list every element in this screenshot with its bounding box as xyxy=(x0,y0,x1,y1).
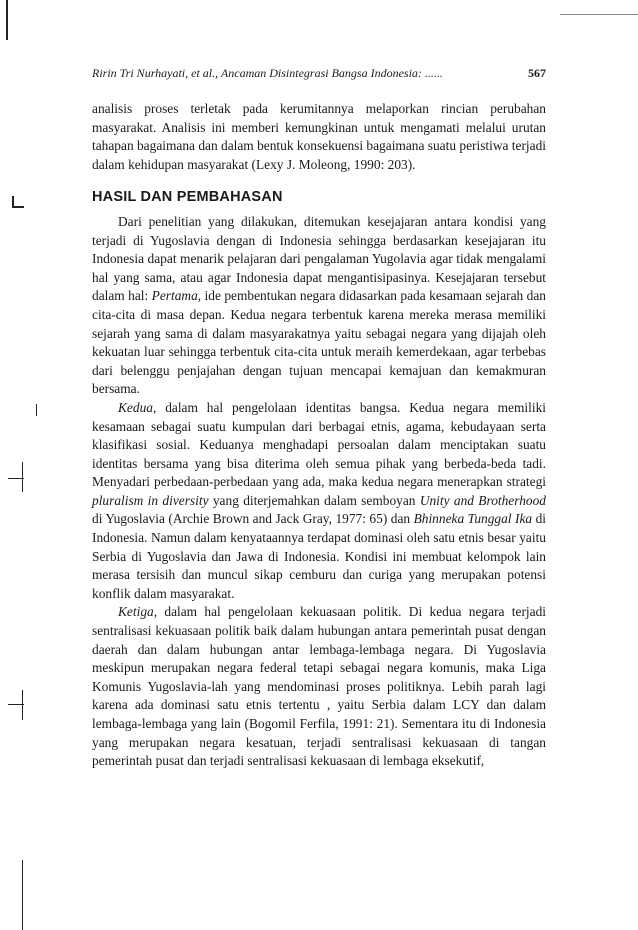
running-header xyxy=(92,66,546,81)
emphasis-run: pluralism in diversity xyxy=(92,492,209,508)
text-run: di Yugoslavia (Archie Brown and Jack Gray, 1977: 65) dan xyxy=(92,511,414,527)
paragraph-second xyxy=(92,399,546,604)
scan-mark-left-6 xyxy=(22,690,23,720)
text-run: ide pembentukan negara didasarkan pada kesamaan sejarah dan cita-cita di masa depan. Kedua negara terbentuk karena mereka merasa memiliki sejarah yang sama di dalam masyarakatnya yaitu sebagai negara yang dijajah oleh kekuatan luar sehingga terbentuk cita-cita untuk meraih kemerdekaan, agar terbebas dari belenggu penjajahan dengan tujuan mencapai kemajuan dan kemakmuran bersama. xyxy=(92,288,547,397)
article-body xyxy=(92,100,546,771)
scan-mark-top-right xyxy=(560,14,638,15)
text-run: di Indonesia. Namun dalam kenyataannya terdapat dominasi oleh satu etnis besar yaitu Serbia di Yugoslavia dan Jawa di Indonesia. Kondisi ini membuat kelompok lain merasa tersisih dan muncul sikap cemburu dan curiga yang merupakan potensi konflik dalam masyarakat. xyxy=(92,511,546,601)
emphasis-run: Bhinneka Tunggal Ika xyxy=(413,511,533,527)
scan-mark-left-2 xyxy=(36,404,37,416)
emphasis-run: Unity and Brotherhood xyxy=(419,492,547,508)
emphasis-run: Ketiga, xyxy=(118,604,158,620)
section-heading: HASIL DAN PEMBAHASAN xyxy=(92,189,283,206)
scan-mark-top-left xyxy=(6,0,8,40)
paragraph-third xyxy=(92,603,546,770)
emphasis-run: Pertama, xyxy=(151,288,202,304)
emphasis-run: Kedua, xyxy=(118,399,157,415)
text-run: dalam hal pengelolaan identitas bangsa. Kedua negara memiliki kesamaan sebagai suatu kumpulan dari berbagai etnis, agama, kebudayaan serta klasifikasi sosial. Keduanya menghadapi persoalan dalam menciptakan suatu identitas bersama yang bisa diterima oleh semua pihak yang berbeda-beda tadi. Menyadari perbedaan-perbedaan yang ada, maka kedua negara menerapkan strategi xyxy=(92,399,546,490)
scan-mark-left-1 xyxy=(12,196,24,208)
scan-mark-left-4 xyxy=(22,462,23,492)
page-number: 567 xyxy=(528,66,546,80)
scan-mark-bottom-left xyxy=(22,860,23,930)
text-run: yang diterjemahkan dalam semboyan xyxy=(208,492,420,508)
paragraph-first xyxy=(92,213,546,399)
text-run: dalam hal pengelolaan kekuasaan politik. Di kedua negara terjadi sentralisasi kekuasaan politik baik dalam hubungan antara pemerintah pusat dengan daerah dan dalam hubungan antar lembaga-lembaga negara. Di Yugoslavia meskipun merupakan negara federal tetapi sebagai negara komunis, maka Liga Komunis Yugoslavia-lah yang mendominasi proses politiknya. Lebih parah lagi karena ada dominasi satu etnis tertentu , yaitu Serbia dalam LCY dan dalam lembaga-lembaga yang lain (Bogomil Ferfila, 1991: 21). Sementara itu di Indonesia yang merupakan negara kesatuan, terjadi sentralisasi kekuasaan di tangan pemerintah pusat dan terjadi sentralisasi kekuasaan di lembaga eksekutif, xyxy=(92,604,546,769)
running-title: Ririn Tri Nurhayati, et al., Ancaman Disintegrasi Bangsa Indonesia: ...... xyxy=(92,66,443,80)
text-run: Dari penelitian yang dilakukan, ditemukan kesejajaran antara kondisi yang terjadi di Yugoslavia dengan di Indonesia sehingga berdasarkan kesejajaran itu Indonesia dapat menarik pelajaran dari pengalaman Yugolavia agar tidak mengalami hal yang sama, atau agar Indonesia dapat mengantisipasinya. Kesejajaran tersebut dalam hal: xyxy=(92,213,546,304)
paragraph-method-end: analisis proses terletak pada kerumitannya melaporkan rincian perubahan masyarakat. Analisis ini memberi kemungkinan untuk mengamati melalui urutan tahapan bagaimana dan dalam bentuk konsekuensi bagaimana suatu peristiwa terjadi dalam kehidupan masyarakat (Lexy J. Moleong, 1990: 203). xyxy=(92,101,547,172)
